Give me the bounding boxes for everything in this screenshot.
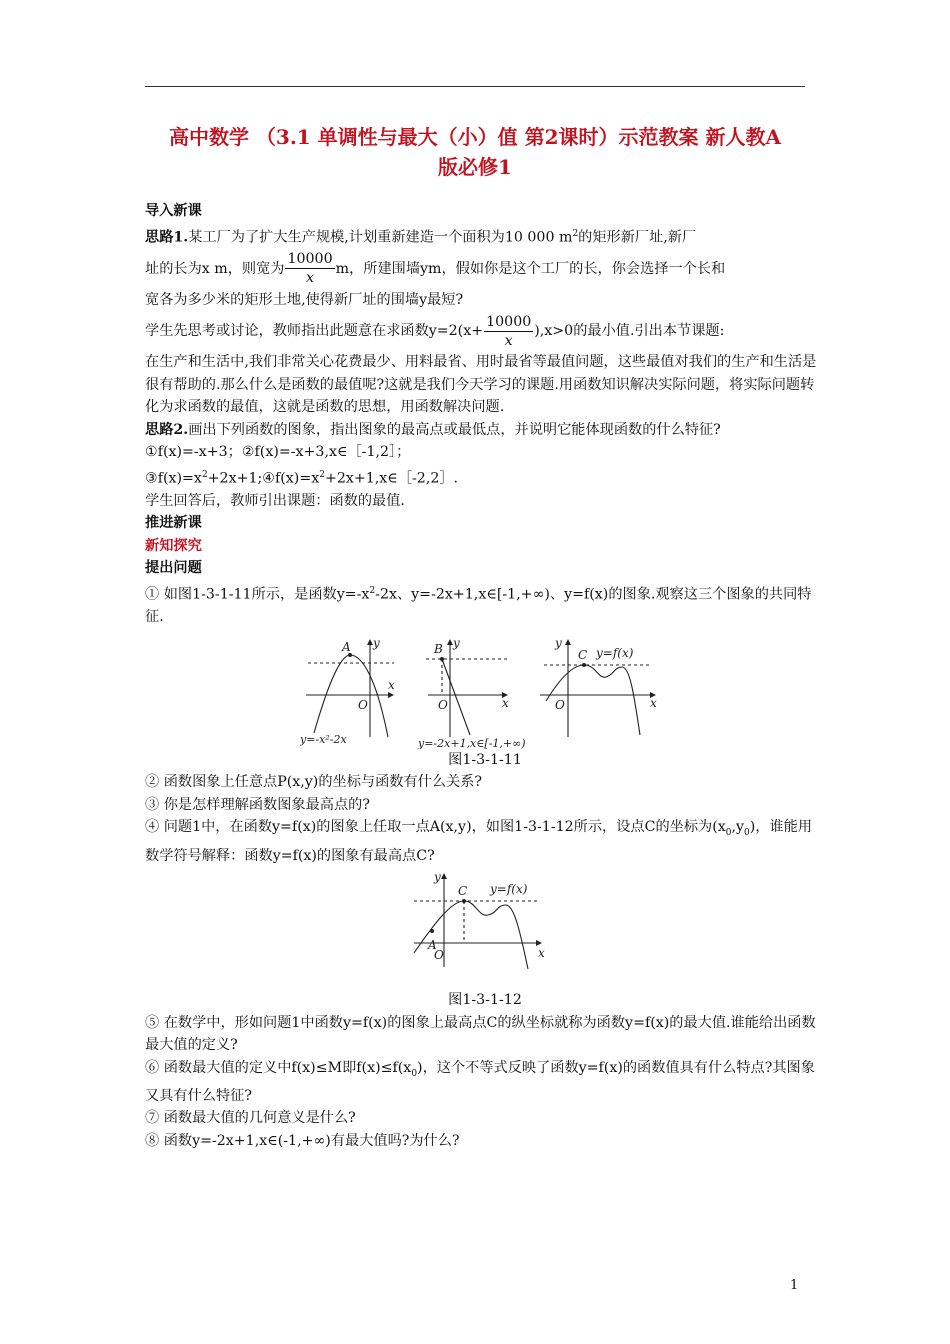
title-line-1: 高中数学 （3.1 单调性与最大（小）值 第2课时）示范教案 新人教A xyxy=(168,125,782,149)
fig1-label-A: A xyxy=(342,639,351,654)
idea1-line2: 址的长为x m，则宽为 $\frac{10000}{x}$ m，所建围墙ym，假如你是这个工厂的长，你会选择一个长和 xyxy=(145,251,726,287)
fig1-label-yfx: y=f(x) xyxy=(596,645,634,660)
question-8: ⑧ 函数y=-2x+1,x∈(-1,+∞)有最大值吗?为什么? xyxy=(145,1132,460,1149)
question-4: ④ 问题1中，在函数y=f(x)的图象上任取一点A(x,y)，如图1-3-1-12所示，设点C的坐标为$(x_0,y_0)$，谁能用数学符号解释：函数y=f(x)的图象有最高点C? xyxy=(145,819,813,864)
idea1-line3: 宽各为多少米的矩形土地,使得新厂址的围墙y最短? xyxy=(145,291,464,308)
title-line-2: 版必修1 xyxy=(438,155,512,179)
fig1-label-C: C xyxy=(578,647,588,662)
question-3: ③ 你是怎样理解函数图象最高点的? xyxy=(145,796,370,813)
heading-intro: 导入新课 xyxy=(145,203,202,219)
fig2-label-A: A xyxy=(428,938,437,953)
fig2-label-x: x xyxy=(538,946,545,961)
fig1-label-x2: x xyxy=(502,695,509,710)
fig2-label-yfx: y=f(x) xyxy=(490,882,528,897)
fraction: $\frac{10000}{x}$ xyxy=(287,251,333,287)
idea2-functions-2: $③f(x)=x^2+2x+1;④f(x)=x^2+2x+1,x\in[-2,2]$. xyxy=(145,469,459,487)
question-1: ① 如图1-3-1-11所示，是函数$y=-x^2-2x$、y=-2x+1,x∈[-1,+∞)、y=f(x)的图象.观察这三个图象的共同特征. xyxy=(145,585,812,626)
question-2: ② 函数图象上任意点P(x,y)的坐标与函数有什么关系? xyxy=(145,774,483,791)
student-paragraph: 在生产和生活中,我们非常关心花费最少、用料最省、用时最省等最值问题，这些最值对我们的生产和生活是很有帮助的.那么什么是函数的最值呢?这就是我们今天学习的课题.用函数知识解决实际问题，将实际问题转化为求函数的最值，这就是函数的思想，用函数解决问题. xyxy=(145,354,817,416)
fig1-label-B: B xyxy=(434,641,443,656)
fig1-label-x1: x xyxy=(388,677,395,692)
figure-1-3-1-12 xyxy=(410,871,560,971)
heading-question: 提出问题 xyxy=(145,560,202,577)
fraction: $\frac{10000}{x}$ xyxy=(486,313,532,349)
student-line: 学生先思考或讨论，教师指出此题意在求函数y=2(x+ $\frac{10000}{x}$ ),x>0的最小值.引出本节课题: xyxy=(145,313,725,349)
heading-explore: 新知探究 xyxy=(145,537,202,554)
figure-caption-1: 图1-3-1-11 xyxy=(448,751,522,768)
figure-1-3-1-11 xyxy=(300,637,670,749)
question-6: ⑥ 函数最大值的定义中f(x)≤M即$f(x)\le f(x_0)$，这个不等式反映了函数y=f(x)的函数值具有什么特点?其图象又具有什么特征? xyxy=(145,1059,815,1104)
fig1-label-y1: y xyxy=(373,636,380,650)
fig1-label-y3: y xyxy=(555,636,562,650)
fig1-label-O1: O xyxy=(358,697,368,712)
fig1-label-O2: O xyxy=(438,697,448,712)
question-7: ⑦ 函数最大值的几何意义是什么? xyxy=(145,1110,356,1127)
top-rule xyxy=(145,86,805,87)
question-5: ⑤ 在数学中，形如问题1中函数y=f(x)的图象上最高点C的纵坐标就称为函数y=f(x)的最大值.谁能给出函数最大值的定义? xyxy=(145,1014,816,1054)
fig1-caption-2: y=-2x+1,x∈[-1,+∞) xyxy=(418,736,526,749)
idea1-line1: 思路1.某工厂为了扩大生产规模,计划重新建造一个面积为10 000 $m^2$的矩形新厂址,新厂 xyxy=(145,228,697,246)
document-body xyxy=(145,200,825,1152)
idea2-answer: 学生回答后，教师引出课题：函数的最值. xyxy=(145,492,405,509)
fig2-label-O: O xyxy=(434,948,444,963)
heading-advance: 推进新课 xyxy=(145,515,202,532)
figure-caption-2: 图1-3-1-12 xyxy=(448,992,522,1009)
fig1-label-y2: y xyxy=(453,636,460,650)
fig2-label-C: C xyxy=(458,884,468,899)
fig1-label-x3: x xyxy=(650,695,657,710)
fig2-label-y: y xyxy=(434,871,441,885)
idea2-functions-1: ①f(x)=-x+3；②f(x)=-x+3,x∈［-1,2］； xyxy=(145,444,411,461)
fig1-caption-1: y=-x²-2x xyxy=(300,732,347,746)
idea2-line: 思路2.画出下列函数的图象，指出图象的最高点或最低点，并说明它能体现函数的什么特征? xyxy=(145,421,721,438)
page-number: 1 xyxy=(790,1278,799,1293)
fig1-label-O3: O xyxy=(555,697,565,712)
page-title xyxy=(135,122,815,182)
